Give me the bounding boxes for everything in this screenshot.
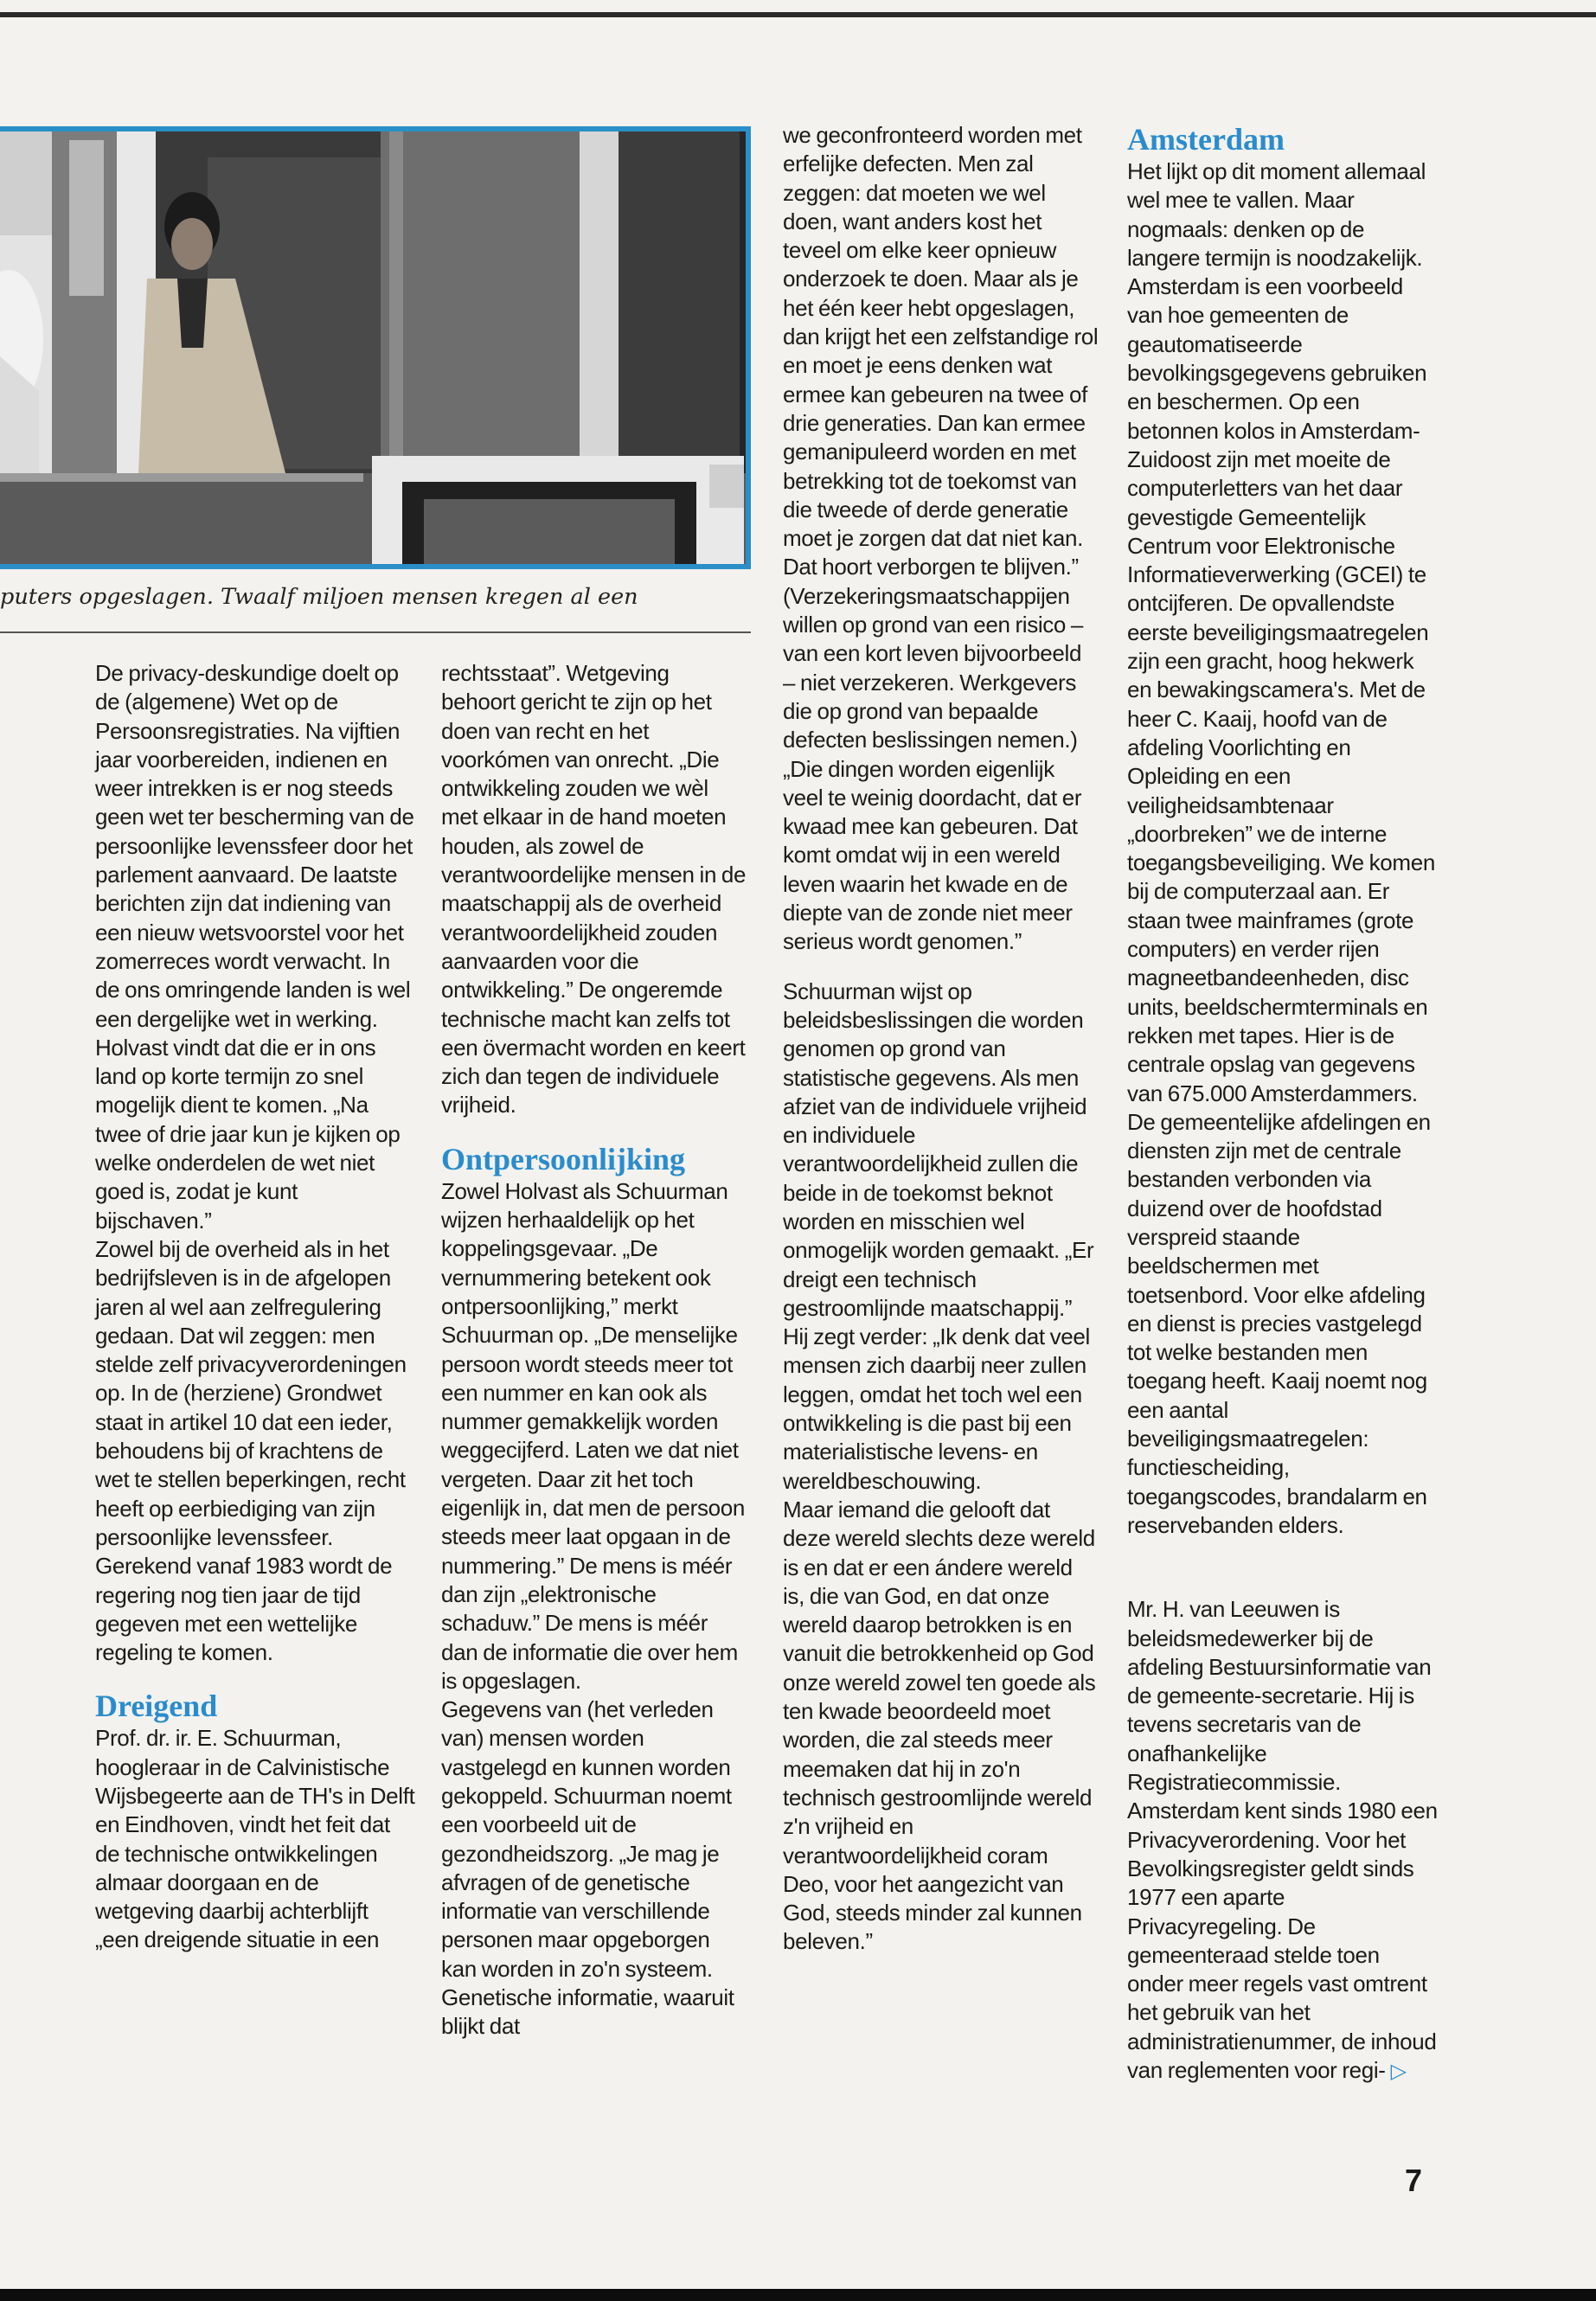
paragraph: Schuurman wijst op beleidsbeslissingen die worden genomen op grond van statistische gegevens. Als men afziet van de individuele vrijheid en individuele verantwoordelijkheid zullen die beide in de toekomst beknot worden en misschien wel onmogelijk worden gemaakt. „Er dreigt een technisch gestroomlijnde maatschappij.” Hij zegt verder: „Ik denk dat veel mensen zich daarbij neer zullen leggen, omdat het toch wel een ontwikkeling is die past bij een materialistische levens- en wereldbeschouwing.	[783, 977, 1094, 1494]
page-number: 7	[1405, 2163, 1423, 2198]
paragraph: Het lijkt op dit moment allemaal wel mee te vallen. Maar nogmaals: denken op de langere termijn is noodzakelijk.	[1127, 158, 1426, 271]
paragraph: Zowel Holvast als Schuurman wijzen herhaaldelijk op het koppelingsgevaar. „De vernummering betekent ook ontpersoonlijking,” merkt Schuurman op. „De menselijke persoon wordt steeds meer tot een nummer en kan ook als nummer gemakkelijk worden weggecijferd. Laten we dat niet vergeten. Daar zit het toch eigenlijk in, dat men de persoon steeds meer laat opgaan in de nummering.” De mens is méér dan zijn „elektronische schaduw.” De mens is méér dan de informatie die over hem is opgeslagen.	[441, 1177, 745, 1694]
subheading-ontpersoonlijking: Ontpersoonlijking	[441, 1141, 686, 1176]
paragraph: Gegevens van (het verleden van) mensen worden vastgelegd en kunnen worden gekoppeld. Schuurman noemt een voorbeeld uit de gezondheidszorg. „Je mag je afvragen of de genetische informatie van verschillende personen maar opgeborgen kan worden in zo'n systeem. Genetische informatie, waaruit blijkt dat	[441, 1696, 734, 2040]
bottom-rule	[0, 2289, 1596, 2301]
column-2	[441, 659, 748, 2041]
paragraph: Maar iemand die gelooft dat deze wereld slechts deze wereld is en dat er een ándere wereld is, die van God, en dat onze wereld daarop betrokken is en vanuit die betrokkenheid op God onze wereld zowel ten goede als ten kwade beoordeeld moet worden, die zal steeds meer meemaken dat hij in zo'n technisch gestroomlijnde wereld z'n vrijheid en verantwoordelijkheid coram Deo, voor het aangezicht van God, steeds minder zal kunnen beleven.”	[783, 1496, 1096, 1955]
photo-caption: puters opgeslagen. Twaalf miljoen mensen kregen al een	[0, 584, 638, 610]
column-3	[783, 121, 1099, 1957]
paragraph	[1127, 1595, 1439, 2086]
subheading-dreigend: Dreigend	[95, 1689, 218, 1724]
photo-icon	[0, 131, 746, 569]
paragraph: Zowel bij de overheid als in het bedrijfsleven is in de afgelopen jaren al wel aan zelfregulering gedaan. Dat wil zeggen: men stelde zelf privacyverordeningen op. In de (herziene) Grondwet staat in artikel 10 dat een ieder, behoudens bij of krachtens de wet te stellen beperkingen, recht heeft op eerbiediging van zijn persoonlijke levenssfeer. Gerekend vanaf 1983 wordt de regering nog tien jaar de tijd gegeven met een wettelijke regeling te komen.	[95, 1235, 407, 1666]
paragraph: De privacy-deskundige doelt op de (algemene) Wet op de Persoonsregistraties. Na vijftien jaar voorbereiden, indienen en weer intrekken is er nog steeds geen wet ter bescherming van de persoonlijke levenssfeer door het parlement aanvaard. De laatste berichten zijn dat indiening van een nieuw wetsvoorstel voor het zomerreces wordt verwacht. In de ons omringende landen is wel een dergelijke wet in werking. Holvast vindt dat die er in ons land op korte termijn zo snel mogelijk dient te komen. „Na twee of drie jaar kun je kijken op welke onderdelen de wet niet goed is, zodat je kunt bijschaven.”	[95, 660, 414, 1234]
paragraph: we geconfronteerd worden met erfelijke defecten. Men zal zeggen: dat moeten we wel doen, want anders kost het teveel om elke keer opnieuw onderzoek te doen. Maar als je het één keer hebt opgeslagen, dan krijgt het een zelfstandige rol en moet je eens denken wat ermee kan gebeuren na twee of drie generaties. Dan kan ermee gemanipuleerd worden en met betrekking tot de toekomst van die tweede of derde generatie moet je zorgen dat dat niet kan. Dat hoort verborgen te blijven.”	[783, 122, 1099, 580]
top-rule	[0, 12, 1596, 17]
paragraph: rechtsstaat”. Wetgeving behoort gericht te zijn op het doen van recht en het voorkómen van onrecht. „Die ontwikkeling zouden we wèl met elkaar in de hand moeten houden, als zowel de verantwoordelijke mensen in de maatschappij als de overheid verantwoordelijkheid zouden aanvaarden voor die ontwikkeling.” De ongeremde technische macht kan zelfs tot een övermacht worden en keert zich dan tegen de individuele vrijheid.	[441, 660, 747, 1118]
column-1	[95, 659, 417, 1955]
continue-arrow-icon: ▷	[1390, 2060, 1407, 2083]
paragraph: (Verzekeringsmaatschappijen willen op grond van een risico – van een kort leven bijvoorbeeld – niet verzekeren. Werkgevers die op grond van bepaalde defecten beslissingen nemen.)	[783, 582, 1084, 753]
column-4	[1127, 121, 1439, 2086]
caption-divider	[0, 631, 751, 633]
paragraph: Amsterdam is een voorbeeld van hoe gemeenten de geautomatiseerde bevolkingsgegevens gebruiken en beschermen. Op een betonnen kolos in Amsterdam-Zuidoost zijn met moeite de computerletters van het daar gevestigde Gemeentelijk Centrum voor Elektronische Informatieverwerking (GCEI) te ontcijferen. De opvallendste eerste beveiligingsmaatregelen zijn een gracht, hoog hekwerk en bewakingscamera's. Met de heer C. Kaaij, hoofd van de afdeling Voorlichting en Opleiding en een veiligheidsambtenaar „doorbreken” we de interne toegangsbeveiliging. We komen bij de computerzaal aan. Er staan twee mainframes (grote computers) en verder rijen magneetbandeenheden, disc units, beeldschermterminals en rekken met tapes. Hier is de centrale opslag van gegevens van 675.000 Amsterdammers. De gemeentelijke afdelingen en diensten zijn met de centrale bestanden verbonden via duizend over de hoofdstad verspreid staande beeldschermen met toetsenbord. Voor elke afdeling en dienst is precies vastgelegd tot welke bestanden men toegang heeft. Kaaij noemt nog een aantal beveiligingsmaatregelen: functiescheiding, toegangscodes, brandalarm en reservebanden elders.	[1127, 273, 1435, 1538]
paragraph: „Die dingen worden eigenlijk veel te weinig doordacht, dat er kwaad mee kan gebeuren. Dat komt omdat wij in een wereld leven waarin het kwade en de diepte van de zonde niet meer serieus wordt genomen.”	[783, 755, 1082, 955]
paragraph-text: Mr. H. van Leeuwen is beleidsmedewerker bij de afdeling Bestuursinformatie van de gemeente-secretarie. Hij is tevens secretaris van de onafhankelijke Registratiecommissie. Amsterdam kent sinds 1980 een Privacyverordening. Voor het Bevolkingsregister geldt sinds 1977 een aparte Privacyregeling. De gemeenteraad stelde toen onder meer regels vast omtrent het gebruik van het administratienummer, de inhoud van reglementen voor regi-	[1127, 1596, 1438, 2083]
paragraph: Prof. dr. ir. E. Schuurman, hoogleraar in de Calvinistische Wijsbegeerte aan de TH's in Delft en Eindhoven, vindt het feit dat de technische ontwikkelingen almaar doorgaan en de wetgeving daarbij achterblijft „een dreigende situatie in een	[95, 1725, 415, 1953]
subheading-amsterdam: Amsterdam	[1127, 122, 1285, 157]
article-photo	[0, 126, 751, 569]
